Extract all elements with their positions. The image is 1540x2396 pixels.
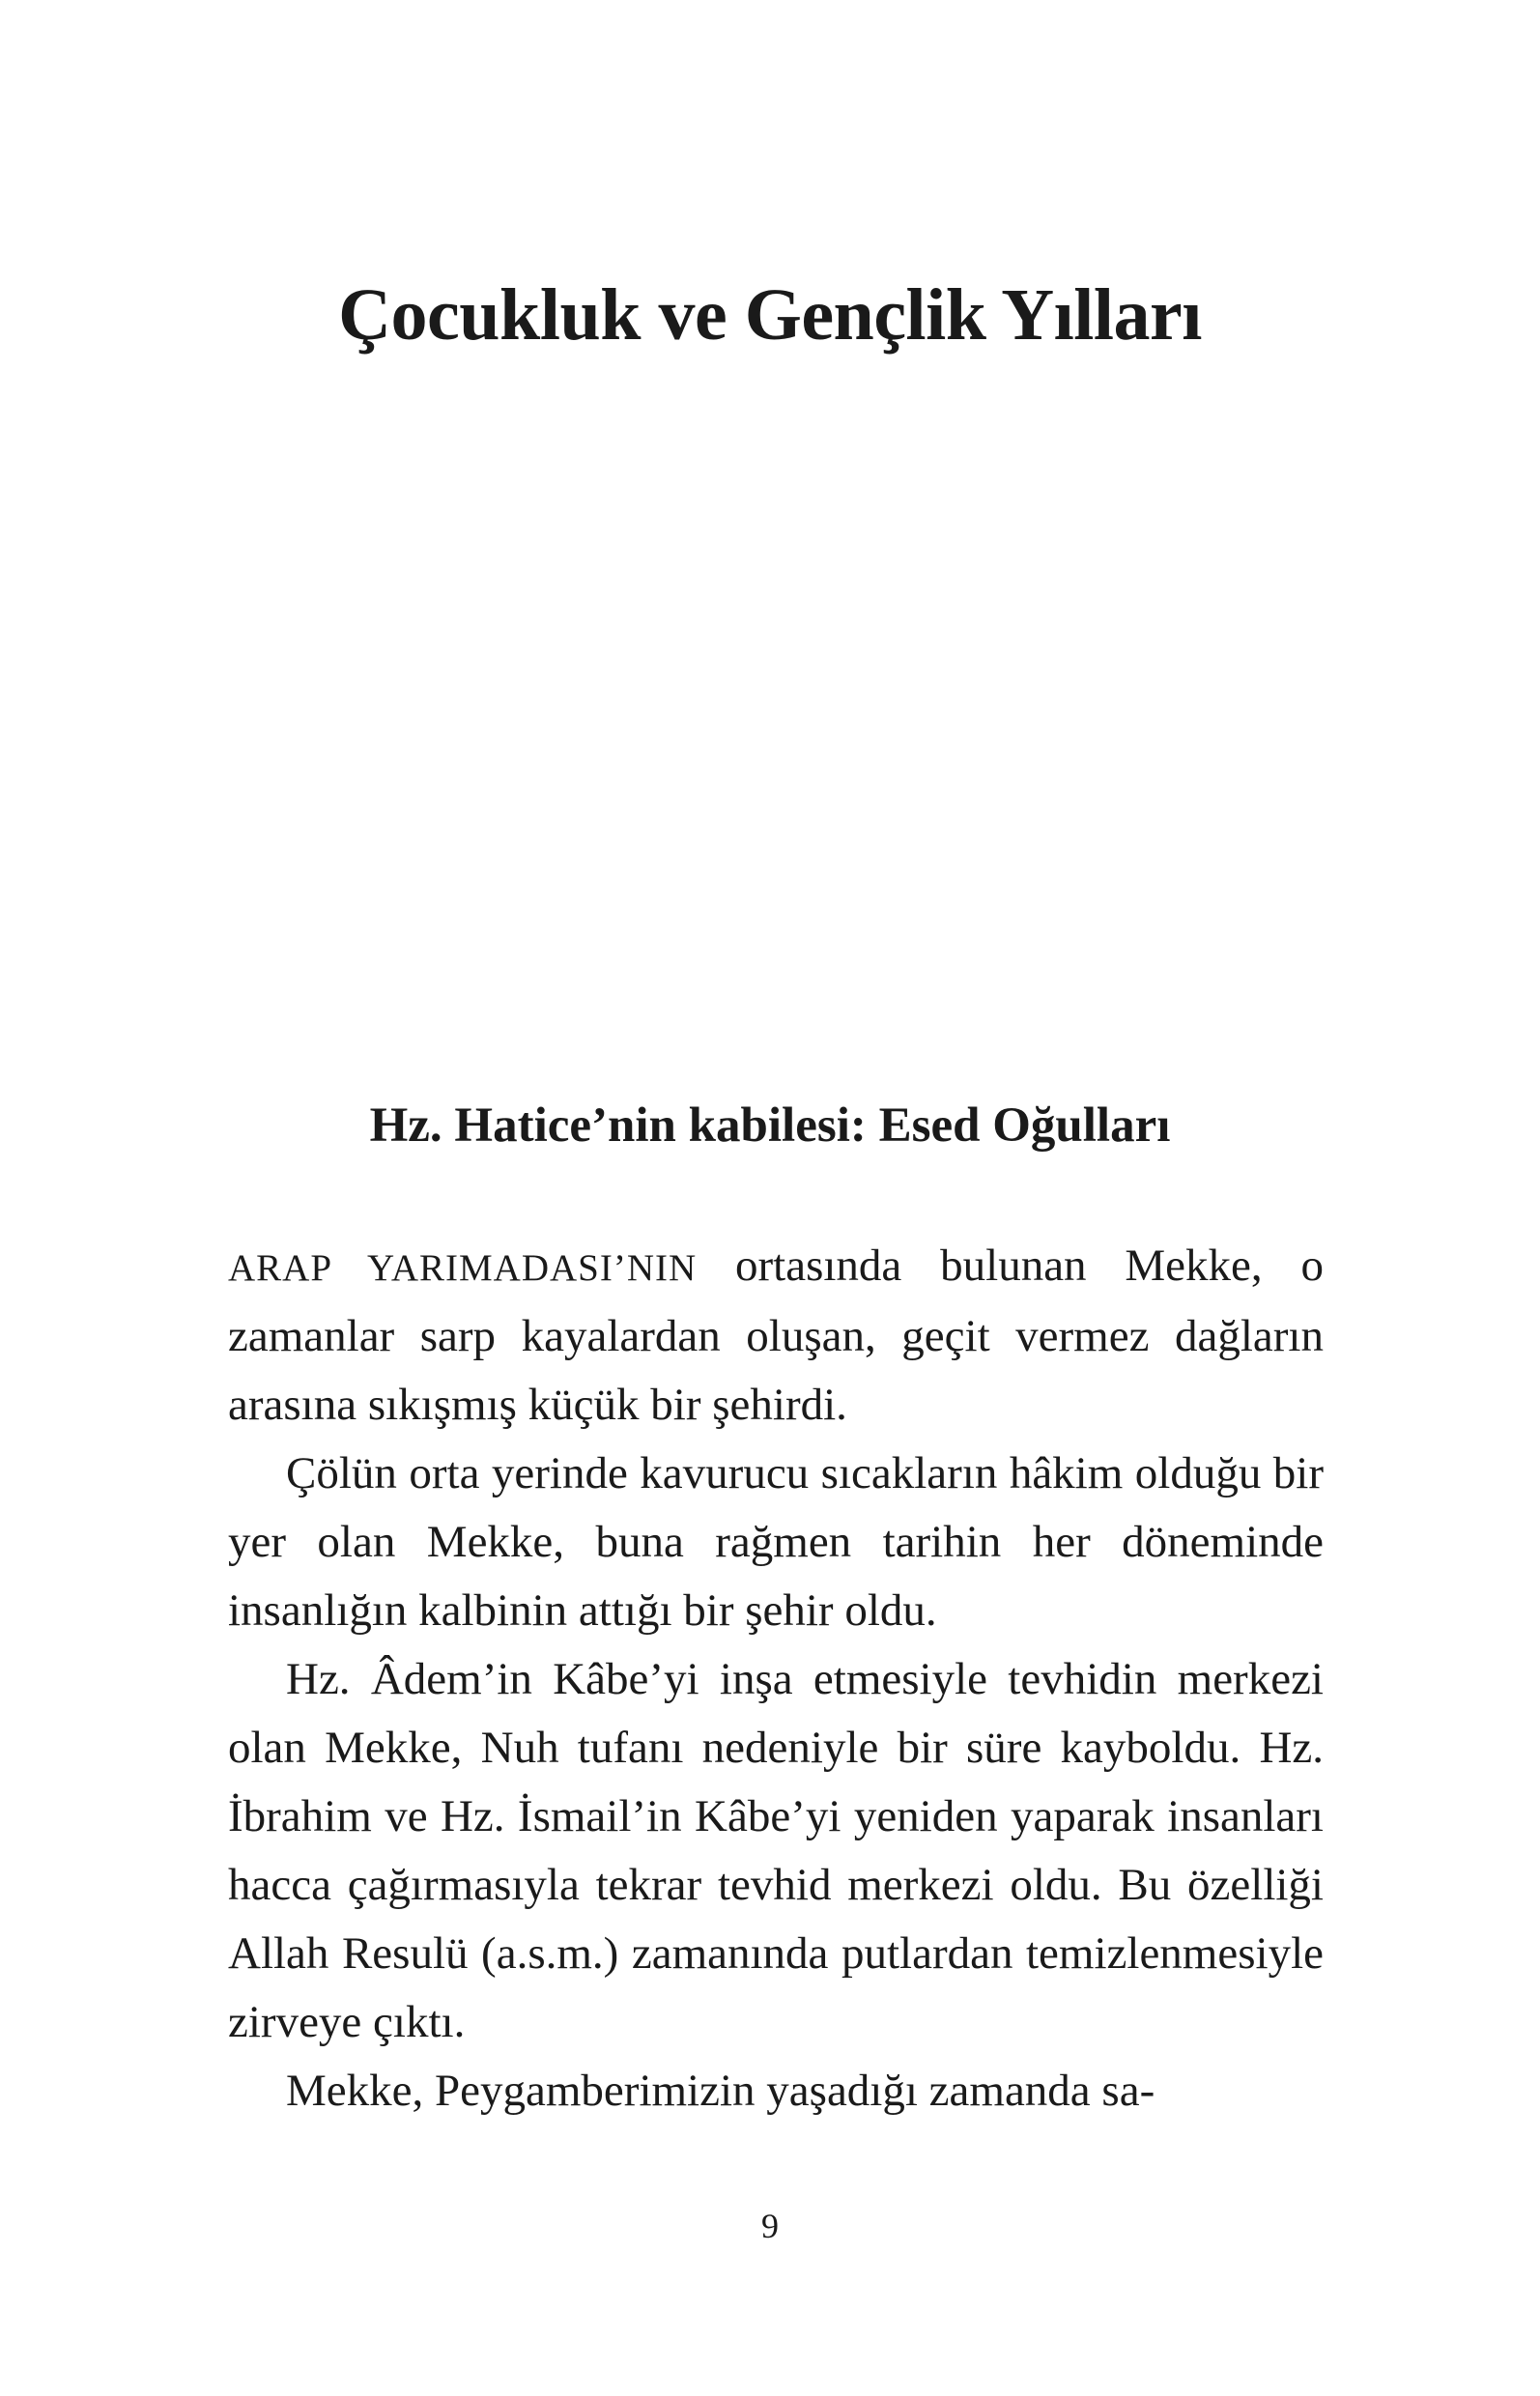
paragraph-4: Mekke, Peygamberimizin yaşadığı zamanda sa- xyxy=(286,2066,1155,2116)
paragraph-1-text: ortasında bulunan Mekke, o zamanlar sarp kayalardan oluşan, geçit vermez dağların arasına sıkışmış küçük bir şehirdi. xyxy=(228,1241,1325,1430)
chapter-title: Çocukluk ve Gençlik Yılları xyxy=(338,274,1202,356)
paragraph-2: Çölün orta yerinde kavurucu sıcakların hâkim olduğu bir yer olan Mekke, buna rağmen tarihin her döneminde insanlığın kalbinin attığı bir şehir oldu. xyxy=(228,1448,1324,1636)
paragraph-3: Hz. Âdem’in Kâbe’yi inşa etmesiyle tevhidin merkezi olan Mekke, Nuh tufanı nedeniyle bir süre kayboldu. Hz. İbrahim ve Hz. İsmail’in Kâbe’yi yeniden yaparak insanları hacca çağırmasıyla tekrar tevhid merkezi oldu. Bu özelliği Allah Resulü (a.s.m.) zamanında putlardan temizlenmesiyle zirveye çıktı. xyxy=(228,1654,1324,2047)
section-heading: Hz. Hatice’nin kabilesi: Esed Oğulları xyxy=(369,1098,1171,1153)
paragraph-lead-smallcaps: ARAP YARIMADASI’NIN xyxy=(228,1247,698,1289)
body-text xyxy=(228,1232,1324,2125)
paragraph-1 xyxy=(228,1232,1324,1440)
page-number: 9 xyxy=(761,2207,779,2245)
